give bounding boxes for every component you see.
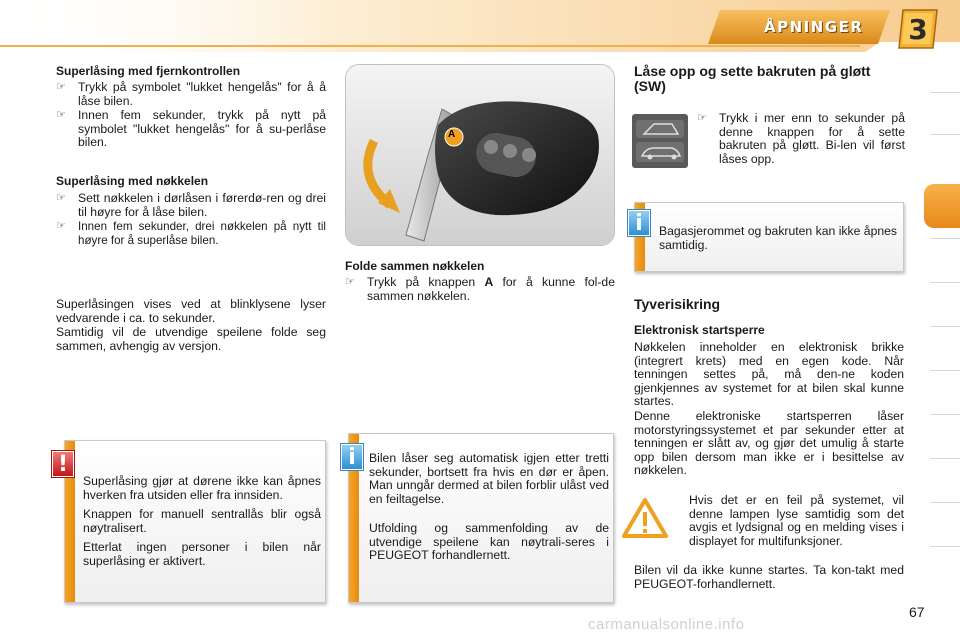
warning-line-3: Etterlat ingen personer i bilen når superlåsing er aktivert. xyxy=(83,540,321,568)
warning-line-2: Knappen for manuell sentrallås blir også nøytralisert. xyxy=(83,507,321,535)
rear-window-heading: Låse opp og sette bakruten på gløtt (SW) xyxy=(634,63,871,94)
superlock-indication-text: Superlåsingen vises ved at blinklysene lyser vedvarende i ca. to sekunder. xyxy=(56,297,326,325)
page-number: 67 xyxy=(909,604,925,620)
warning-lamp-text: Hvis det er en feil på systemet, vil denne lampen lyse samtidig som det avgis et lydsignal og en melding vises i displayet for multifunksjoner. xyxy=(689,493,904,548)
side-tab-5[interactable] xyxy=(930,282,960,320)
key-photo xyxy=(345,64,615,246)
watermark: carmanualsonline.info xyxy=(588,616,745,633)
key-button-a-label: A xyxy=(448,129,456,140)
rear-window-button-image xyxy=(632,114,688,168)
immobiliser-text-1: Nøkkelen inneholder en elektronisk brikke (integrert krets) med en egen kode. Når tenningen settes på, må den-ne koden gjenkjennes av systemet for at bilen skal kunne startes. xyxy=(634,340,904,408)
finger-pointer-icon: ☞ xyxy=(56,192,66,204)
fold-key-heading: Folde sammen nøkkelen xyxy=(345,259,485,273)
warning-triangle-icon xyxy=(622,497,668,539)
key-superlock-heading: Superlåsing med nøkkelen xyxy=(56,174,209,188)
side-tab-3-active[interactable] xyxy=(924,184,960,228)
finger-pointer-icon: ☞ xyxy=(697,112,707,124)
rear-window-bullet: ☞ Trykk i mer enn to sekunder på denne knappen for å sette bakruten på gløtt. Bi-len vil først låses opp. xyxy=(697,111,905,166)
mirror-neutralize-text: Utfolding og sammenfolding av de utvendige speilene kan nøytrali-seres i PEUGEOT forhandlernett. xyxy=(369,521,609,562)
finger-pointer-icon: ☞ xyxy=(345,276,355,288)
side-tab-7[interactable] xyxy=(930,370,960,408)
side-tab-10[interactable] xyxy=(930,502,960,540)
side-tab-6[interactable] xyxy=(930,326,960,364)
auto-relock-info-box xyxy=(348,433,614,603)
side-chapter-tabs xyxy=(926,70,960,630)
boot-window-info-text: Bagasjerommet og bakruten kan ikke åpnes samtidig. xyxy=(659,224,897,252)
boot-window-info-box xyxy=(634,202,904,272)
side-tab-11[interactable] xyxy=(930,546,960,584)
info-icon: i xyxy=(628,210,650,236)
rear-window-button-icon xyxy=(632,114,688,168)
side-tab-8[interactable] xyxy=(930,414,960,452)
side-tab-4[interactable] xyxy=(930,238,960,276)
key-bullet-2: ☞ Innen fem sekunder, drei nøkkelen på nytt til høyre for å superlåse bilen. xyxy=(56,220,326,247)
side-tab-1[interactable] xyxy=(930,92,960,130)
anti-theft-heading: Tyverisikring xyxy=(634,296,721,312)
side-tab-9[interactable] xyxy=(930,458,960,496)
immobiliser-text-2: Denne elektroniske startsperren låser motorstyringssystemet et par sekunder etter at tenningen er slått av, og gjør det umulig å starte opp bilen dersom man ikke er i besittelse av nøkkelen. xyxy=(634,409,904,477)
immobiliser-heading: Elektronisk startsperre xyxy=(634,323,765,337)
folding-key-illustration xyxy=(346,65,615,246)
dealer-contact-text: Bilen vil da ikke kunne startes. Ta kon-takt med PEUGEOT-forhandlernett. xyxy=(634,563,904,591)
warning-icon: ! xyxy=(52,451,74,477)
info-icon: i xyxy=(341,444,363,470)
fold-key-bullet: ☞ Trykk på knappen A for å kunne fol-de sammen nøkkelen. xyxy=(345,275,615,303)
finger-pointer-icon: ☞ xyxy=(56,109,66,121)
remote-bullet-1: ☞ Trykk på symbolet "lukket hengelås" for å å låse bilen. xyxy=(56,80,326,108)
remote-superlock-heading: Superlåsing med fjernkontrollen xyxy=(56,64,241,78)
remote-bullet-2: ☞ Innen fem sekunder, trykk på nytt på symbolet "lukket hengelås" for å su-perlåse bilen. xyxy=(56,108,326,149)
chapter-number: 3 xyxy=(908,13,928,46)
superlock-warning-box xyxy=(64,440,326,603)
finger-pointer-icon: ☞ xyxy=(56,220,66,232)
key-bullet-1: ☞ Sett nøkkelen i dørlåsen i førerdø-ren og drei til høyre for å låse bilen. xyxy=(56,191,326,219)
warning-line-1: Superlåsing gjør at dørene ikke kan åpnes hverken fra utsiden eller fra innsiden. xyxy=(83,474,321,502)
finger-pointer-icon: ☞ xyxy=(56,81,66,93)
auto-relock-text: Bilen låser seg automatisk igjen etter tretti sekunder, bortsett fra hvis en dør er åpen. Man unngår dermed at bilen forblir ulåst ved en feiltagelse. xyxy=(369,451,609,506)
chapter-title: ÅPNINGER xyxy=(764,18,864,36)
mirror-fold-text: Samtidig vil de utvendige speilene folde seg sammen, avhengig av versjon. xyxy=(56,325,326,353)
side-tab-2[interactable] xyxy=(930,134,960,172)
